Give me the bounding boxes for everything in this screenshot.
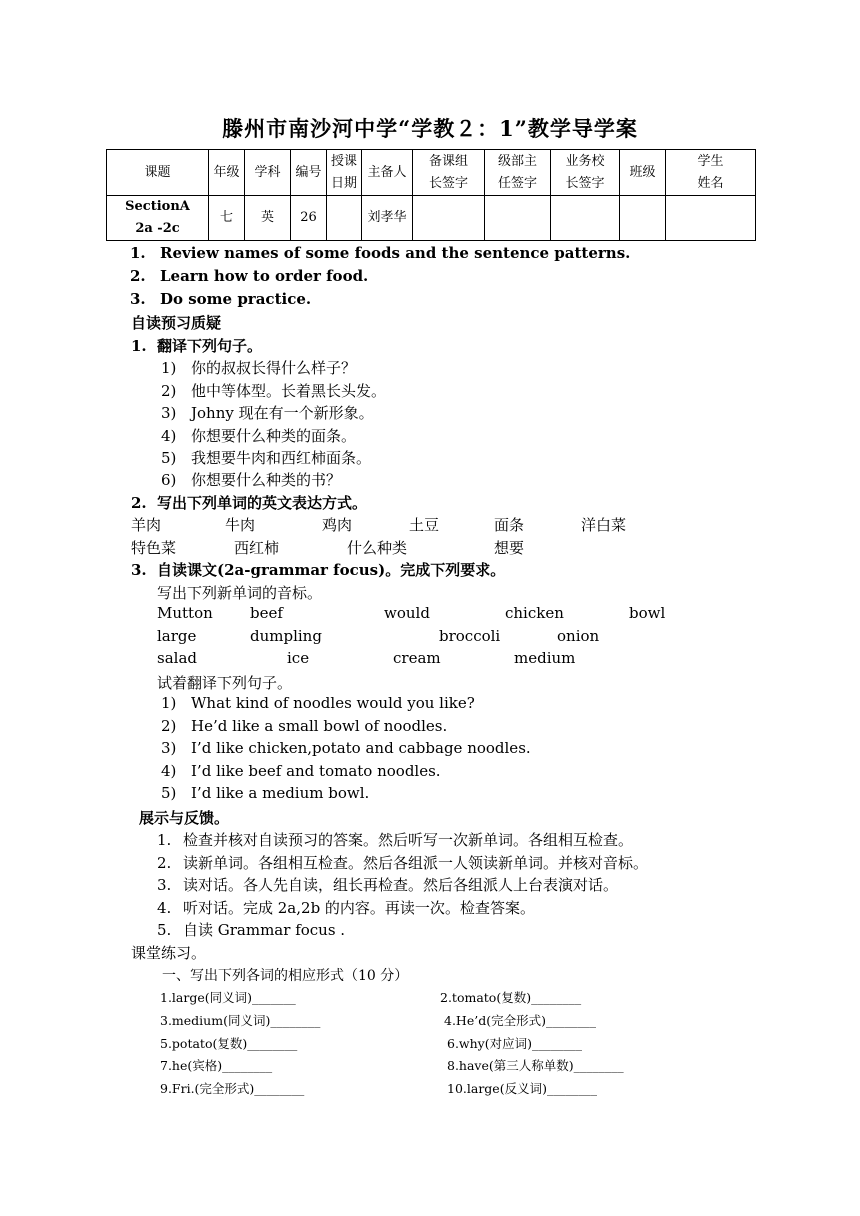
info-cell-4 [291, 196, 327, 241]
header-cell-3 [245, 150, 291, 196]
vocab-word: dumpling [250, 627, 322, 645]
word-cn-1: 羊肉 [131, 516, 162, 534]
exercise-item-6: 6.why(对应词)________ [447, 1036, 582, 1051]
vocab-word: large [157, 627, 197, 645]
header-cell-11 [666, 150, 756, 196]
vocab-word: Mutton [157, 604, 213, 622]
cell-text: 业务校 [565, 153, 605, 169]
info-cell-9 [551, 196, 620, 241]
cell-text: 备课组 [428, 153, 468, 169]
cell-text: 年级 [213, 164, 240, 180]
word-cn-4: 土豆 [409, 516, 440, 534]
vocab-word: beef [250, 604, 283, 622]
vocab-word: broccoli [439, 627, 501, 645]
cell-text: 级部主 [497, 153, 537, 169]
cell-text: 任签字 [497, 175, 537, 191]
translate-item-3: 3) Johny 现在有一个新形象。 [161, 404, 374, 422]
cell-text: 英 [260, 210, 274, 225]
word-cn-5: 面条 [494, 516, 525, 534]
goal-item-1: 1. Review names of some foods and the sentence patterns. [130, 244, 631, 262]
cell-text: 主备人 [367, 164, 407, 180]
header-cell-8 [485, 150, 551, 196]
word-cn-10: 想要 [494, 539, 525, 557]
header-cell-1 [107, 150, 209, 196]
translate-instruction: 试着翻译下列句子。 [157, 674, 293, 692]
word-cn-9: 什么种类 [347, 539, 408, 557]
header-cell-7 [413, 150, 485, 196]
preview-part3-title: 3. 自读课文(2a-grammar focus)。完成下列要求。 [131, 561, 506, 579]
goal-item-2: 2. Learn how to order food. [130, 267, 369, 285]
word-cn-7: 特色菜 [131, 539, 177, 557]
feedback-item-5: 5. 自读 Grammar focus . [157, 921, 346, 939]
exercise-item-8: 8.have(第三人称单数)________ [447, 1058, 624, 1073]
phonetic-instruction: 写出下列新单词的音标。 [157, 584, 323, 602]
cell-text: 编号 [295, 164, 322, 180]
cell-text: 长签字 [565, 175, 605, 191]
info-cell-11 [666, 196, 756, 241]
exercise-item-10: 10.large(反义词)________ [447, 1081, 597, 1096]
section-heading-practice: 课堂练习。 [131, 944, 207, 962]
header-cell-6 [362, 150, 413, 196]
preview-part2-title: 2. 写出下列单词的英文表达方式。 [131, 494, 368, 512]
goal-item-3: 3. Do some practice. [130, 290, 312, 308]
header-table [106, 149, 756, 241]
word-cn-8: 西红柿 [234, 539, 280, 557]
vocab-word: cream [393, 649, 441, 667]
exercise-item-1: 1.large(同义词)_______ [160, 990, 296, 1005]
info-cell-7 [413, 196, 485, 241]
word-cn-3: 鸡肉 [322, 516, 353, 534]
translate-item-2: 2) 他中等体型。长着黑长头发。 [161, 382, 387, 400]
vocab-word: chicken [505, 604, 564, 622]
cell-text: 姓名 [697, 175, 724, 191]
info-cell-10 [620, 196, 666, 241]
translate-item-5: 5) 我想要牛肉和西红柿面条。 [161, 449, 372, 467]
section-heading-feedback: 展示与反馈。 [139, 809, 230, 827]
exercise-item-5: 5.potato(复数)________ [160, 1036, 298, 1051]
feedback-item-2: 2. 读新单词。各组相互检查。然后各组派一人领读新单词。并核对音标。 [157, 854, 649, 872]
sentence-item-2: 2) He’d like a small bowl of noodles. [161, 717, 448, 735]
cell-text: 26 [300, 210, 317, 225]
cell-text: 长签字 [428, 175, 468, 191]
vocab-word: would [384, 604, 430, 622]
vocab-word: bowl [629, 604, 666, 622]
exercise-item-3: 3.medium(同义词)________ [160, 1013, 321, 1028]
translate-item-1: 1) 你的叔叔长得什么样子？ [161, 359, 357, 377]
header-cell-5 [327, 150, 362, 196]
cell-text: 班级 [629, 164, 656, 180]
cell-text: 课题 [144, 164, 171, 180]
header-row [107, 150, 756, 196]
cell-text: 日期 [330, 175, 357, 191]
info-cell-8 [485, 196, 551, 241]
section-heading-preview: 自读预习质疑 [131, 314, 222, 332]
sentence-item-5: 5) I’d like a medium bowl. [161, 784, 370, 802]
info-cell-2 [209, 196, 245, 241]
vocab-word: medium [514, 649, 576, 667]
info-row [107, 196, 756, 241]
cell-text: SectionA [125, 199, 190, 214]
cell-text: 2a -2c [135, 221, 180, 236]
preview-part1-title: 1. 翻译下列句子。 [131, 337, 263, 355]
translate-item-4: 4) 你想要什么种类的面条。 [161, 427, 357, 445]
cell-text: 授课 [330, 153, 357, 169]
feedback-item-1: 1. 检查并核对自读预习的答案。然后听写一次新单词。各组相互检查。 [157, 831, 634, 849]
vocab-word: onion [557, 627, 600, 645]
exercise-item-9: 9.Fri.(完全形式)________ [160, 1081, 305, 1096]
page-title: 滕州市南沙河中学“学教２：1”教学导学案 [222, 116, 638, 141]
header-cell-9 [551, 150, 620, 196]
word-cn-2: 牛肉 [225, 516, 256, 534]
practice-subheading: 一、写出下列各词的相应形式（10 分） [162, 968, 409, 984]
vocab-word: salad [157, 649, 197, 667]
info-cell-3 [245, 196, 291, 241]
feedback-item-3: 3. 读对话。各人先自读，组长再检查。然后各组派人上台表演对话。 [157, 876, 619, 894]
sentence-item-1: 1) What kind of noodles would you like? [161, 694, 475, 712]
exercise-item-7: 7.he(宾格)________ [160, 1058, 273, 1073]
header-cell-4 [291, 150, 327, 196]
exercise-item-4: 4.He’d(完全形式)________ [444, 1013, 596, 1028]
cell-text: 学科 [254, 164, 281, 180]
cell-text: 学生 [697, 153, 724, 169]
word-cn-6: 洋白菜 [581, 516, 627, 534]
info-cell-5 [327, 196, 362, 241]
cell-text: 刘孝华 [367, 210, 407, 225]
feedback-item-4: 4. 听对话。完成 2a,2b 的内容。再读一次。检查答案。 [157, 899, 535, 917]
vocab-word: ice [287, 649, 310, 667]
info-cell-6 [362, 196, 413, 241]
sentence-item-3: 3) I’d like chicken,potato and cabbage noodles. [161, 739, 531, 757]
header-cell-10 [620, 150, 666, 196]
exercise-item-2: 2.tomato(复数)________ [440, 990, 582, 1005]
translate-item-6: 6) 你想要什么种类的书？ [161, 471, 342, 489]
cell-text: 七 [219, 210, 233, 225]
sentence-item-4: 4) I’d like beef and tomato noodles. [161, 762, 441, 780]
info-cell-1 [107, 196, 209, 241]
header-cell-2 [209, 150, 245, 196]
